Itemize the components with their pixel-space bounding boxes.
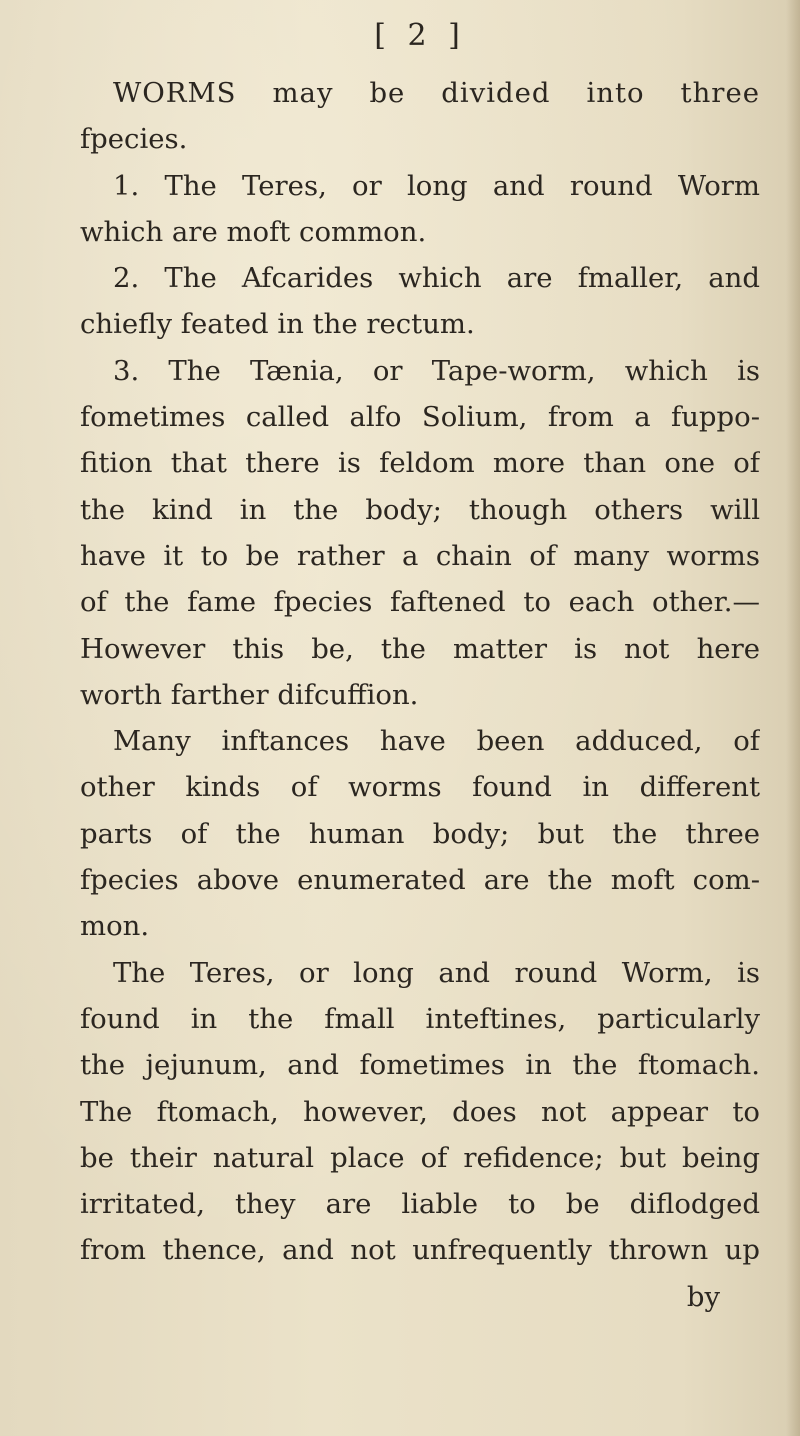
- text-line: fometimes called alfo Solium, from a fuppo-: [80, 401, 760, 434]
- text-line: fition that there is feldom more than one of: [80, 447, 760, 480]
- text-line: However this be, the matter is not here: [80, 632, 760, 665]
- page-edge-shadow: [786, 0, 800, 1436]
- text-line: the jejunum, and fometimes in the ftomach.: [80, 1049, 760, 1082]
- text-line: other kinds of worms found in different: [80, 771, 760, 804]
- text-line: of the fame fpecies faftened to each other.—: [80, 586, 760, 619]
- text-line: Many inftances have been adduced, of: [113, 725, 760, 758]
- text-line: be their natural place of refidence; but being: [80, 1141, 760, 1174]
- page-number: [ 2 ]: [374, 18, 466, 53]
- text-line: from thence, and not unfrequently thrown up: [80, 1234, 760, 1267]
- text-line: fpecies.: [80, 123, 188, 156]
- catchword: by: [686, 1280, 720, 1313]
- text-line: which are moft common.: [80, 215, 427, 248]
- text-line: chiefly feated in the rectum.: [80, 308, 475, 341]
- text-line: The ftomach, however, does not appear to: [80, 1095, 760, 1128]
- text-line: 1. The Teres, or long and round Worm: [113, 169, 760, 202]
- text-line: fpecies above enumerated are the moft com-: [80, 864, 760, 897]
- text-line: found in the fmall inteftines, particularly: [80, 1002, 760, 1035]
- body-text: [80, 70, 760, 1320]
- text-line: 2. The Afcarides which are fmaller, and: [113, 262, 760, 295]
- text-line: The Teres, or long and round Worm, is: [113, 956, 760, 989]
- text-line: worth farther difcuffion.: [80, 678, 419, 711]
- text-line: parts of the human body; but the three: [80, 817, 760, 850]
- text-line: irritated, they are liable to be diflodged: [80, 1188, 760, 1221]
- text-line: WORMS may be divided into three: [113, 77, 760, 109]
- text-line: 3. The Tænia, or Tape-worm, which is: [113, 354, 760, 387]
- text-line: mon.: [80, 910, 150, 943]
- text-line: have it to be rather a chain of many worms: [80, 539, 760, 572]
- text-line: the kind in the body; though others will: [80, 493, 760, 526]
